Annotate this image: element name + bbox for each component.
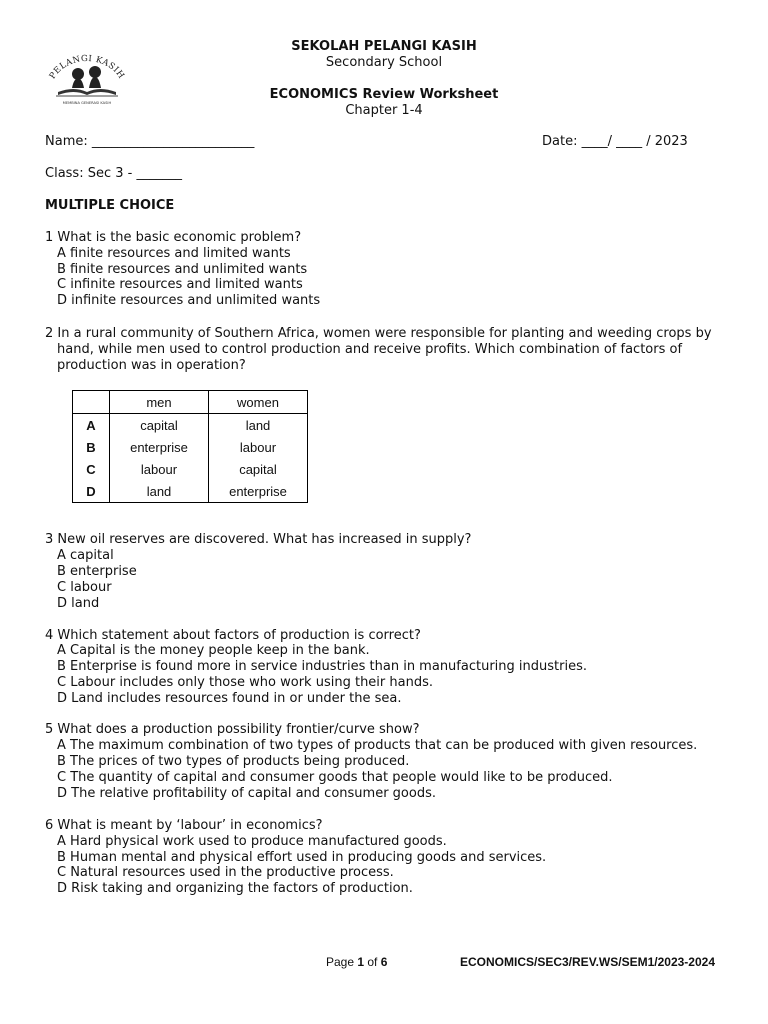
q4-option-a: A Capital is the money people keep in the bank.: [57, 643, 370, 658]
question-2: 2 In a rural community of Southern Africa, women were responsible for planting and weeding crops by hand, while men used to control production and receive profits. Which combination of factors of production was in operation?: [45, 326, 712, 373]
page-prefix: Page: [326, 955, 358, 969]
q4-option-b: B Enterprise is found more in service industries than in manufacturing industries.: [57, 659, 587, 674]
table-row-key: C: [73, 458, 110, 480]
table-cell: enterprise: [110, 436, 209, 458]
table-header-blank: [73, 391, 110, 414]
page-middle: of: [364, 955, 381, 969]
page-number: [326, 955, 387, 969]
question-1: 1 What is the basic economic problem?: [45, 230, 302, 245]
q1-option-a: A finite resources and limited wants: [57, 246, 291, 261]
q5-option-b: B The prices of two types of products being produced.: [57, 754, 410, 769]
q2-table: [72, 390, 308, 503]
q5-option-c: C The quantity of capital and consumer goods that people would like to be produced.: [57, 770, 613, 785]
date-field[interactable]: Date: ____/ ____ / 2023: [542, 134, 688, 149]
q4-option-c: C Labour includes only those who work using their hands.: [57, 675, 433, 690]
q1-option-b: B finite resources and unlimited wants: [57, 262, 308, 277]
table-row-key: D: [73, 480, 110, 503]
table-cell: labour: [209, 436, 308, 458]
q1-option-d: D infinite resources and unlimited wants: [57, 293, 321, 308]
question-4: 4 Which statement about factors of production is correct?: [45, 628, 421, 643]
table-row-key: A: [73, 414, 110, 437]
class-field[interactable]: Class: Sec 3 - _______: [45, 166, 182, 181]
table-row: [73, 436, 308, 458]
table-cell: capital: [110, 414, 209, 437]
table-cell: land: [110, 480, 209, 503]
document-code: ECONOMICS/SEC3/REV.WS/SEM1/2023-2024: [460, 955, 715, 969]
q3-option-c: C labour: [57, 580, 112, 595]
page-total: 6: [380, 955, 388, 969]
section-title: MULTIPLE CHOICE: [45, 198, 175, 213]
table-cell: capital: [209, 458, 308, 480]
table-header-men: men: [110, 391, 209, 414]
table-cell: labour: [110, 458, 209, 480]
q6-option-b: B Human mental and physical effort used in producing goods and services.: [57, 850, 547, 865]
logo-motto: MEMBINA GENERASI KASIH: [62, 101, 112, 105]
table-header-row: [73, 391, 308, 414]
chapter-label: Chapter 1-4: [345, 103, 423, 118]
table-header-women: women: [209, 391, 308, 414]
table-row: [73, 414, 308, 437]
q5-option-d: D The relative profitability of capital and consumer goods.: [57, 786, 436, 801]
q6-option-c: C Natural resources used in the productive process.: [57, 865, 394, 880]
table-cell: enterprise: [209, 480, 308, 503]
q6-option-a: A Hard physical work used to produce manufactured goods.: [57, 834, 447, 849]
school-name: SEKOLAH PELANGI KASIH: [291, 39, 477, 54]
name-field[interactable]: Name: _________________________: [45, 134, 255, 149]
table-row: [73, 480, 308, 503]
table-row-key: B: [73, 436, 110, 458]
q5-option-a: A The maximum combination of two types of products that can be produced with given resources.: [57, 738, 698, 753]
table-row: [73, 458, 308, 480]
q3-option-d: D land: [57, 596, 100, 611]
question-6: 6 What is meant by ‘labour’ in economics?: [45, 818, 323, 833]
school-level: Secondary School: [325, 55, 443, 70]
q3-option-a: A capital: [57, 548, 114, 563]
worksheet-title: ECONOMICS Review Worksheet: [269, 87, 499, 102]
q1-option-c: C infinite resources and limited wants: [57, 277, 303, 292]
question-5: 5 What does a production possibility frontier/curve show?: [45, 722, 420, 737]
logo-arc-text: PELANGI KASIH: [47, 53, 127, 81]
page-current: 1: [357, 955, 365, 969]
q6-option-d: D Risk taking and organizing the factors of production.: [57, 881, 413, 896]
question-3: 3 New oil reserves are discovered. What has increased in supply?: [45, 532, 472, 547]
q3-option-b: B enterprise: [57, 564, 137, 579]
q4-option-d: D Land includes resources found in or under the sea.: [57, 691, 402, 706]
table-cell: land: [209, 414, 308, 437]
